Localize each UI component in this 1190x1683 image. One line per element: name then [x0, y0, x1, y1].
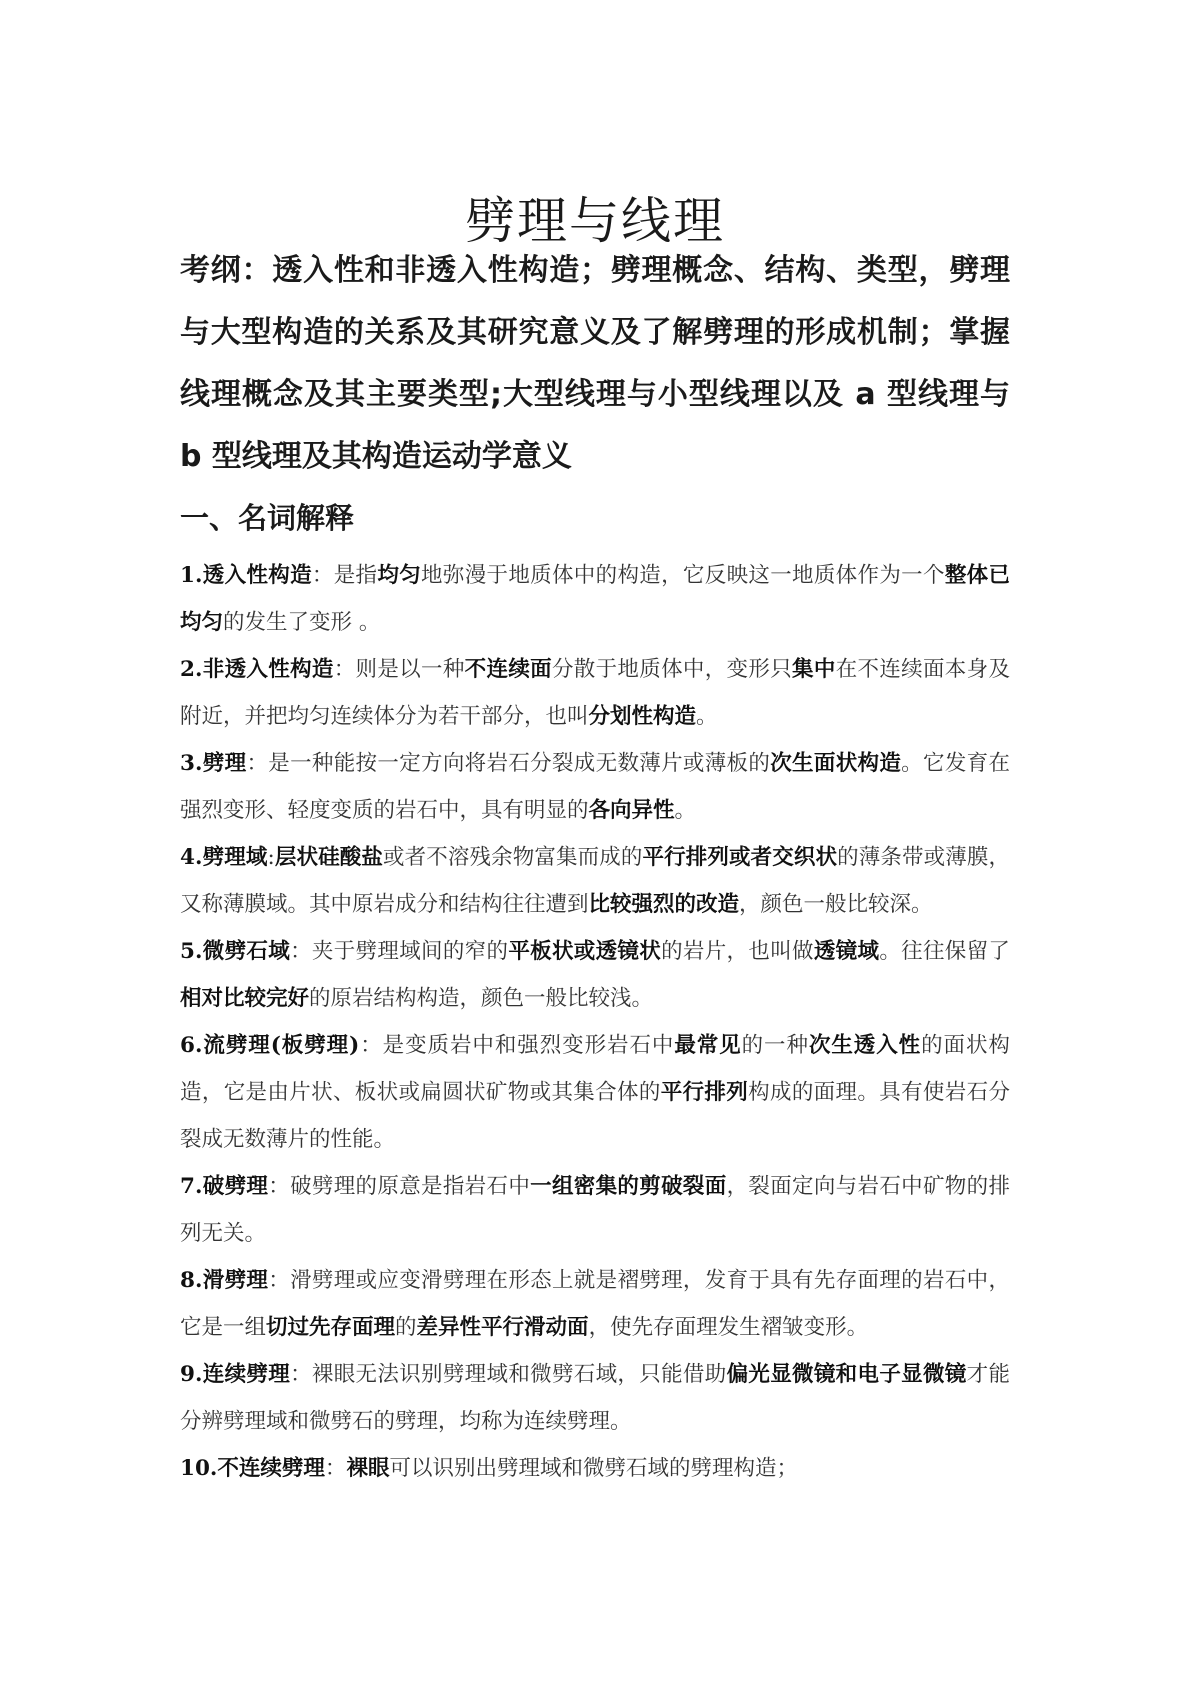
- term-item: [180, 1163, 1010, 1257]
- term-name: 劈理: [202, 751, 247, 776]
- term-name: 流劈理(板劈理): [202, 1033, 360, 1058]
- definition-text: 夹于劈理域间的窄的: [311, 939, 509, 964]
- emphasized-text: 平行排列或者交织状: [642, 845, 838, 870]
- term-name: 破劈理: [202, 1174, 269, 1199]
- definition-text: 分散于地质体中，变形只: [551, 657, 793, 682]
- emphasized-text: 一组密集的剪破裂面: [530, 1174, 727, 1199]
- term-separator: ：: [333, 657, 356, 682]
- definition-text: ，裂面定向与岩石中矿物的排列无关。: [180, 1174, 1010, 1246]
- emphasized-text: 层状硅酸盐: [274, 845, 383, 870]
- definition-text: 。: [674, 798, 697, 823]
- term-item: [180, 1257, 1010, 1351]
- term-item: [180, 1351, 1010, 1445]
- term-number: 3.: [180, 751, 203, 776]
- emphasized-text: 平板状或透镜状: [508, 939, 662, 964]
- definition-text: 地弥漫于地质体中的构造，它反映这一地质体作为一个: [421, 563, 945, 588]
- term-separator: ：: [359, 1033, 383, 1058]
- definition-text: ，颜色一般比较深。: [739, 892, 933, 917]
- term-separator: ：: [246, 751, 269, 776]
- definition-text: 则是以一种: [355, 657, 465, 682]
- term-item: [180, 834, 1010, 928]
- emphasized-text: 偏光显微镜和电子显微镜: [726, 1362, 967, 1387]
- definition-text: 的一种: [741, 1033, 809, 1058]
- emphasized-text: 集中: [792, 657, 836, 682]
- term-separator: :: [267, 845, 275, 870]
- term-name: 非透入性构造: [202, 657, 334, 682]
- term-separator: ：: [268, 1174, 291, 1199]
- definition-text: 是一种能按一定方向将岩石分裂成无数薄片或薄板的: [268, 751, 771, 776]
- emphasized-text: 次生透入性: [808, 1033, 922, 1058]
- emphasized-text: 整体已均匀: [180, 563, 1010, 635]
- term-number: 1.: [180, 563, 203, 588]
- term-item: [180, 646, 1010, 740]
- term-number: 9.: [180, 1362, 203, 1387]
- emphasized-text: 透镜域: [813, 939, 880, 964]
- term-name: 连续劈理: [202, 1362, 291, 1387]
- definition-text: 的发生了变形 。: [223, 610, 381, 635]
- term-name: 不连续劈理: [217, 1456, 325, 1481]
- emphasized-text: 切过先存面理: [266, 1315, 396, 1340]
- term-number: 8.: [180, 1268, 203, 1293]
- definition-text: 是指: [333, 563, 378, 588]
- emphasized-text: 最常见: [674, 1033, 742, 1058]
- term-name: 劈理域: [202, 845, 268, 870]
- definition-text: 的: [395, 1315, 417, 1340]
- term-name: 微劈石域: [202, 939, 291, 964]
- definition-text: 。它发育在强烈变形、轻度变质的岩石中，具有明显的: [180, 751, 1010, 823]
- emphasized-text: 比较强烈的改造: [588, 892, 740, 917]
- term-item: [180, 740, 1010, 834]
- emphasized-text: 分划性构造: [588, 704, 697, 729]
- section-heading: 一、名词解释: [180, 501, 355, 535]
- emphasized-text: 均匀: [377, 563, 422, 588]
- definition-text: 的原岩结构构造，颜色一般比较浅。: [309, 986, 654, 1011]
- term-number: 7.: [180, 1174, 203, 1199]
- term-number: 2.: [180, 657, 203, 682]
- definition-text: 或者不溶残余物富集而成的: [382, 845, 643, 870]
- definition-text: 是变质岩中和强烈变形岩石中: [382, 1033, 675, 1058]
- term-item: [180, 552, 1010, 646]
- emphasized-text: 不连续面: [464, 657, 552, 682]
- term-separator: ：: [324, 1456, 347, 1481]
- definition-text: 裸眼无法识别劈理域和微劈石域，只能借助: [311, 1362, 727, 1387]
- definition-text: 滑劈理或应变滑劈理在形态上就是褶劈理，发育于具有先存面理的岩石中，它是一组: [180, 1268, 1010, 1340]
- emphasized-text: 差异性平行滑动面: [416, 1315, 589, 1340]
- definition-text: 的岩片，也叫做: [661, 939, 814, 964]
- definition-text: 的面状构造，它是由片状、板状或扁圆状矿物或其集合体的: [180, 1033, 1010, 1105]
- emphasized-text: 裸眼: [346, 1456, 390, 1481]
- definition-text: 在不连续面本身及附近，并把均匀连续体分为若干部分，也叫: [180, 657, 1010, 729]
- term-separator: ：: [268, 1268, 291, 1293]
- definition-text: 破劈理的原意是指岩石中: [290, 1174, 531, 1199]
- term-item: [180, 1022, 1010, 1163]
- term-number: 5.: [180, 939, 203, 964]
- term-name: 透入性构造: [202, 563, 312, 588]
- term-item: [180, 1445, 1010, 1492]
- emphasized-text: 各向异性: [588, 798, 675, 823]
- term-separator: ：: [290, 939, 312, 964]
- definition-text: 构成的面理。具有使岩石分裂成无数薄片的性能。: [180, 1080, 1010, 1152]
- syllabus-outline: 考纲：透入性和非透入性构造；劈理概念、结构、类型，劈理与大型构造的关系及其研究意义及了解劈理的形成机制；掌握线理概念及其主要类型;大型线理与小型线理以及 a 型线理与 b 型线理及其构造运动学意义: [180, 253, 1010, 474]
- emphasized-text: 次生面状构造: [770, 751, 902, 776]
- definition-text: 的薄条带或薄膜，又称薄膜域。其中原岩成分和结构往往遭到: [180, 845, 1010, 917]
- term-list: [180, 552, 1010, 1492]
- term-separator: ：: [290, 1362, 312, 1387]
- definition-text: ，使先存面理发生褶皱变形。: [588, 1315, 869, 1340]
- term-item: [180, 928, 1010, 1022]
- definition-text: 可以识别出劈理域和微劈石域的劈理构造；: [389, 1456, 798, 1481]
- definition-text: 。: [696, 704, 718, 729]
- definition-text: 才能分辨劈理域和微劈石的劈理，均称为连续劈理。: [180, 1362, 1010, 1434]
- term-number: 6.: [180, 1033, 203, 1058]
- term-separator: ：: [311, 563, 334, 588]
- page-title: 劈理与线理: [465, 191, 725, 250]
- term-number: 10.: [180, 1456, 218, 1481]
- definition-text: 。往往保留了: [879, 939, 1010, 964]
- term-number: 4.: [180, 845, 203, 870]
- term-name: 滑劈理: [202, 1268, 269, 1293]
- emphasized-text: 相对比较完好: [180, 986, 310, 1011]
- emphasized-text: 平行排列: [660, 1080, 749, 1105]
